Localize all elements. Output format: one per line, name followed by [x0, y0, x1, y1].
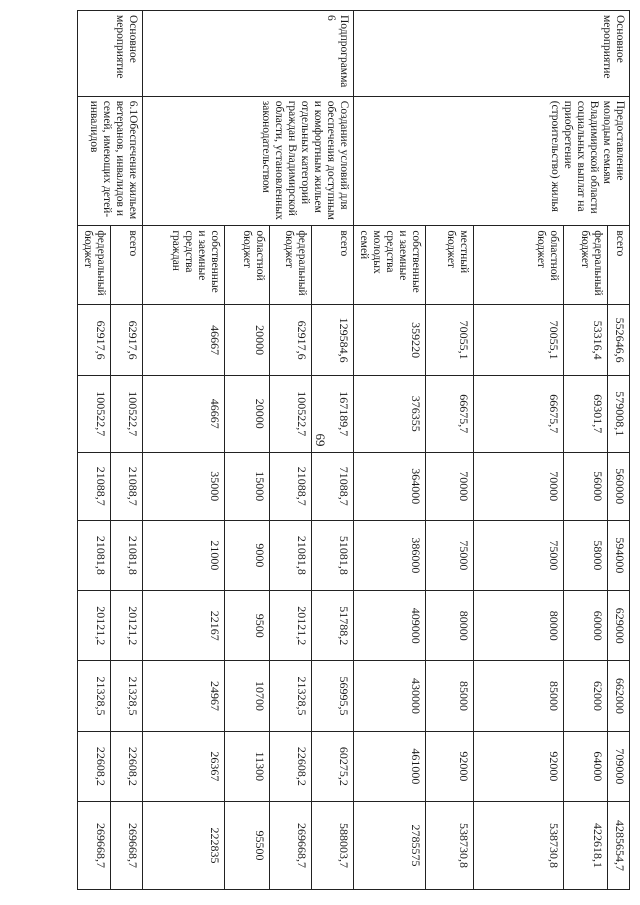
- amount-cell: 709000: [608, 731, 630, 801]
- amount-cell: 58000: [564, 520, 608, 590]
- amount-cell: 20121,2: [111, 591, 143, 661]
- amount-cell: 588003,7: [312, 802, 354, 890]
- amount-cell: 100522,7: [111, 375, 143, 452]
- amount-cell: 22167: [143, 591, 225, 661]
- amount-cell: 24967: [143, 661, 225, 731]
- amount-cell: 92000: [474, 731, 564, 801]
- program-name-cell: 6.1Обеспечение жильем ветеранов, инвалидов и семей, имеющих детей-инвалидов: [78, 96, 143, 226]
- funding-source-cell: собственные и заемные средства граждан: [143, 226, 225, 305]
- amount-cell: 20000: [225, 375, 270, 452]
- amount-cell: 269668,7: [270, 802, 312, 890]
- table-row: [111, 11, 143, 890]
- program-type-cell: Основное мероприятие: [78, 11, 143, 97]
- amount-cell: 62917,6: [270, 305, 312, 375]
- amount-cell: 56995,5: [312, 661, 354, 731]
- amount-cell: 20121,2: [270, 591, 312, 661]
- amount-cell: 2785575: [354, 802, 426, 890]
- amount-cell: 26367: [143, 731, 225, 801]
- amount-cell: 409000: [354, 591, 426, 661]
- amount-cell: 538730,8: [474, 802, 564, 890]
- funding-source-cell: собственные и заемные средства молодых семей: [354, 226, 426, 305]
- rotated-table-area: [82, 10, 630, 890]
- amount-cell: 66675,7: [426, 375, 474, 452]
- amount-cell: 21081,8: [270, 520, 312, 590]
- amount-cell: 222835: [143, 802, 225, 890]
- amount-cell: 359220: [354, 305, 426, 375]
- amount-cell: 75000: [474, 520, 564, 590]
- amount-cell: 62917,6: [78, 305, 111, 375]
- amount-cell: 85000: [426, 661, 474, 731]
- amount-cell: 21081,8: [111, 520, 143, 590]
- amount-cell: 46667: [143, 375, 225, 452]
- amount-cell: 10700: [225, 661, 270, 731]
- amount-cell: 21328,5: [270, 661, 312, 731]
- program-type-cell: Основное мероприятие: [354, 11, 630, 97]
- amount-cell: 22608,2: [111, 731, 143, 801]
- funding-source-cell: федеральный бюджет: [564, 226, 608, 305]
- table-rotator: [82, 10, 630, 890]
- amount-cell: 70055,1: [474, 305, 564, 375]
- amount-cell: 53316,4: [564, 305, 608, 375]
- amount-cell: 560000: [608, 452, 630, 520]
- amount-cell: 69301,7: [564, 375, 608, 452]
- amount-cell: 20121,2: [78, 591, 111, 661]
- amount-cell: 75000: [426, 520, 474, 590]
- amount-cell: 9500: [225, 591, 270, 661]
- amount-cell: 80000: [426, 591, 474, 661]
- amount-cell: 662000: [608, 661, 630, 731]
- amount-cell: 66675,7: [474, 375, 564, 452]
- amount-cell: 21000: [143, 520, 225, 590]
- funding-source-cell: федеральный бюджет: [78, 226, 111, 305]
- funding-source-cell: областной бюджет: [474, 226, 564, 305]
- funding-source-cell: всего: [111, 226, 143, 305]
- amount-cell: 100522,7: [78, 375, 111, 452]
- amount-cell: 60275,2: [312, 731, 354, 801]
- amount-cell: 364000: [354, 452, 426, 520]
- funding-source-cell: всего: [312, 226, 354, 305]
- amount-cell: 430000: [354, 661, 426, 731]
- page-number: 69: [313, 433, 328, 447]
- amount-cell: 64000: [564, 731, 608, 801]
- amount-cell: 129584,6: [312, 305, 354, 375]
- amount-cell: 51788,2: [312, 591, 354, 661]
- table-body: [78, 11, 630, 890]
- program-type-cell: Подпрограмма 6: [143, 11, 354, 97]
- amount-cell: 15000: [225, 452, 270, 520]
- amount-cell: 21328,5: [78, 661, 111, 731]
- amount-cell: 167189,7: [312, 375, 354, 452]
- amount-cell: 386000: [354, 520, 426, 590]
- amount-cell: 92000: [426, 731, 474, 801]
- amount-cell: 629000: [608, 591, 630, 661]
- amount-cell: 269668,7: [111, 802, 143, 890]
- amount-cell: 46667: [143, 305, 225, 375]
- amount-cell: 21088,7: [111, 452, 143, 520]
- amount-cell: 22608,2: [78, 731, 111, 801]
- amount-cell: 21088,7: [78, 452, 111, 520]
- amount-cell: 579008,1: [608, 375, 630, 452]
- amount-cell: 422618,1: [564, 802, 608, 890]
- amount-cell: 269668,7: [78, 802, 111, 890]
- amount-cell: 70000: [426, 452, 474, 520]
- amount-cell: 21088,7: [270, 452, 312, 520]
- funding-source-cell: областной бюджет: [225, 226, 270, 305]
- amount-cell: 62000: [564, 661, 608, 731]
- amount-cell: 85000: [474, 661, 564, 731]
- table-row: [608, 11, 630, 890]
- amount-cell: 9000: [225, 520, 270, 590]
- amount-cell: 51081,8: [312, 520, 354, 590]
- amount-cell: 100522,7: [270, 375, 312, 452]
- amount-cell: 56000: [564, 452, 608, 520]
- amount-cell: 62917,6: [111, 305, 143, 375]
- amount-cell: 71088,7: [312, 452, 354, 520]
- amount-cell: 4285654,7: [608, 802, 630, 890]
- amount-cell: 376355: [354, 375, 426, 452]
- amount-cell: 60000: [564, 591, 608, 661]
- amount-cell: 538730,8: [426, 802, 474, 890]
- amount-cell: 21328,5: [111, 661, 143, 731]
- funding-source-cell: федеральный бюджет: [270, 226, 312, 305]
- amount-cell: 461000: [354, 731, 426, 801]
- amount-cell: 95500: [225, 802, 270, 890]
- amount-cell: 11300: [225, 731, 270, 801]
- amount-cell: 70055,1: [426, 305, 474, 375]
- budget-table: [77, 10, 630, 890]
- amount-cell: 594000: [608, 520, 630, 590]
- amount-cell: 21081,8: [78, 520, 111, 590]
- funding-source-cell: местный бюджет: [426, 226, 474, 305]
- table-row: [312, 11, 354, 890]
- amount-cell: 35000: [143, 452, 225, 520]
- funding-source-cell: всего: [608, 226, 630, 305]
- amount-cell: 22608,2: [270, 731, 312, 801]
- program-name-cell: Предоставление молодым семьям Владимирской области социальных выплат на приобретение (строительство) жилья: [354, 96, 630, 226]
- program-name-cell: Создание условий для обеспечения доступным и комфортным жильем отдельных категорий граждан Владимирской области, установленных законодательством: [143, 96, 354, 226]
- amount-cell: 80000: [474, 591, 564, 661]
- amount-cell: 552646,6: [608, 305, 630, 375]
- amount-cell: 20000: [225, 305, 270, 375]
- amount-cell: 70000: [474, 452, 564, 520]
